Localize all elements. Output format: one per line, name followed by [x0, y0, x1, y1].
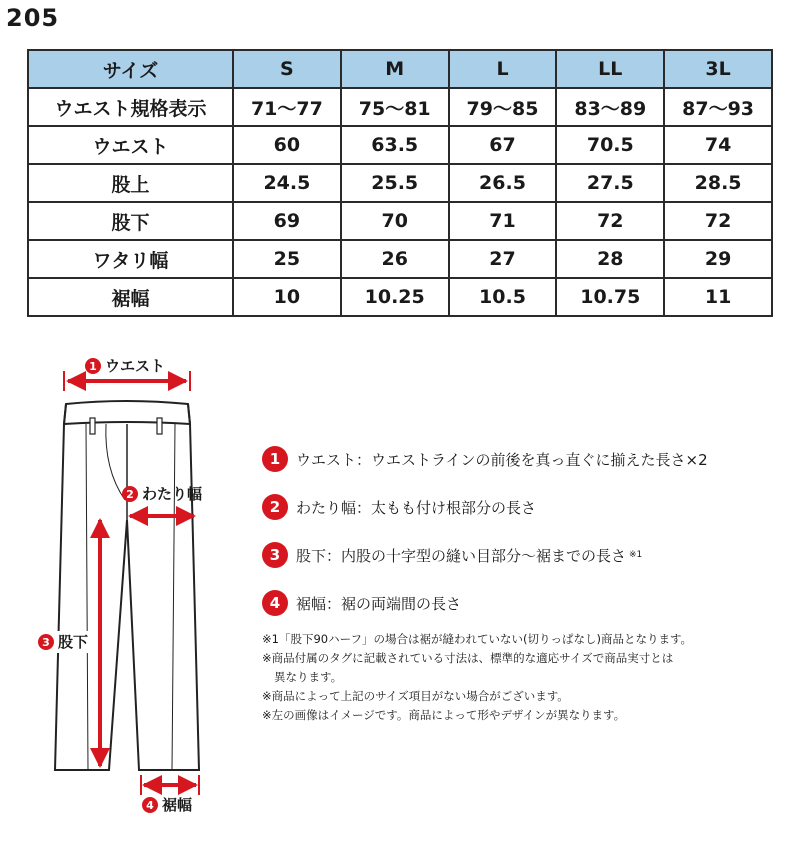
- inseam-label: [36, 631, 98, 653]
- table-cell: 25: [233, 240, 341, 278]
- table-cell: 70: [341, 202, 449, 240]
- number-badge: 2: [262, 494, 288, 520]
- table-cell: 10.25: [341, 278, 449, 316]
- row-label: ワタリ幅: [28, 240, 233, 278]
- table-cell: 83〜89: [556, 88, 664, 126]
- hem-label: [142, 796, 192, 814]
- svg-text:3: 3: [42, 636, 50, 649]
- header-cell: LL: [556, 50, 664, 88]
- table-cell: 72: [664, 202, 772, 240]
- table-cell: 74: [664, 126, 772, 164]
- table-cell: 27.5: [556, 164, 664, 202]
- legend-item-thigh: [262, 494, 792, 520]
- table-cell: 87〜93: [664, 88, 772, 126]
- footnote-marker: ※1: [629, 550, 643, 560]
- note: ※商品によって上記のサイズ項目がない場合がございます。: [262, 689, 569, 703]
- legend-item-hem: [262, 590, 792, 616]
- table-cell: 26.5: [449, 164, 557, 202]
- table-cell: 27: [449, 240, 557, 278]
- svg-text:4: 4: [146, 799, 154, 812]
- table-row: [28, 240, 772, 278]
- table-row: [28, 164, 772, 202]
- table-cell: 63.5: [341, 126, 449, 164]
- table-cell: 10.75: [556, 278, 664, 316]
- header-cell: サイズ: [28, 50, 233, 88]
- svg-text:股下: 股下: [58, 633, 89, 651]
- row-label: ウエスト規格表示: [28, 88, 233, 126]
- table-cell: 10: [233, 278, 341, 316]
- thigh-label: [122, 485, 202, 503]
- table-cell: 60: [233, 126, 341, 164]
- legend-text: わたり幅：太もも付け根部分の長さ: [296, 498, 537, 517]
- row-label: 股下: [28, 202, 233, 240]
- table-row: [28, 202, 772, 240]
- table-cell: 24.5: [233, 164, 341, 202]
- header-cell: 3L: [664, 50, 772, 88]
- legend-text: 裾幅：裾の両端間の長さ: [296, 594, 462, 613]
- note: ※左の画像はイメージです。商品によって形やデザインが異なります。: [262, 708, 626, 722]
- table-cell: 26: [341, 240, 449, 278]
- table-row: [28, 126, 772, 164]
- table-cell: 10.5: [449, 278, 557, 316]
- legend-item-inseam: [262, 542, 792, 568]
- header-cell: L: [449, 50, 557, 88]
- svg-text:1: 1: [89, 360, 97, 373]
- size-table: [27, 49, 773, 317]
- waist-label: [85, 357, 165, 375]
- measurement-legend: [262, 446, 792, 638]
- table-row: [28, 278, 772, 316]
- svg-text:わたり幅: わたり幅: [142, 485, 203, 503]
- note: ※1「股下90ハーフ」の場合は裾が縫われていない(切りっぱなし)商品となります。: [262, 632, 693, 646]
- notes: [262, 630, 792, 725]
- row-label: 裾幅: [28, 278, 233, 316]
- table-cell: 71〜77: [233, 88, 341, 126]
- table-cell: 79〜85: [449, 88, 557, 126]
- table-row: [28, 88, 772, 126]
- note: ※商品付属のタグに記載されている寸法は、標準的な適応サイズで商品実寸とは: [262, 651, 674, 665]
- table-cell: 70.5: [556, 126, 664, 164]
- pants-diagram: [0, 340, 240, 854]
- table-cell: 69: [233, 202, 341, 240]
- table-cell: 11: [664, 278, 772, 316]
- table-cell: 75〜81: [341, 88, 449, 126]
- product-code: 205: [6, 4, 60, 32]
- pants-outline-icon: [55, 401, 199, 770]
- table-cell: 72: [556, 202, 664, 240]
- header-cell: M: [341, 50, 449, 88]
- row-label: ウエスト: [28, 126, 233, 164]
- table-header-row: [28, 50, 772, 88]
- table-cell: 29: [664, 240, 772, 278]
- row-label: 股上: [28, 164, 233, 202]
- table-cell: 67: [449, 126, 557, 164]
- number-badge: 1: [262, 446, 288, 472]
- number-badge: 4: [262, 590, 288, 616]
- header-cell: S: [233, 50, 341, 88]
- table-cell: 71: [449, 202, 557, 240]
- legend-text: ウエスト：ウエストラインの前後を真っ直ぐに揃えた長さ×2: [296, 450, 708, 469]
- svg-text:ウエスト: ウエスト: [105, 357, 166, 375]
- legend-item-waist: [262, 446, 792, 472]
- svg-text:裾幅: 裾幅: [162, 796, 193, 814]
- table-cell: 28.5: [664, 164, 772, 202]
- table-cell: 25.5: [341, 164, 449, 202]
- svg-text:2: 2: [126, 488, 134, 501]
- number-badge: 3: [262, 542, 288, 568]
- legend-text: 股下：内股の十字型の縫い目部分〜裾までの長さ: [296, 546, 627, 565]
- table-cell: 28: [556, 240, 664, 278]
- note: 異なります。: [274, 670, 343, 684]
